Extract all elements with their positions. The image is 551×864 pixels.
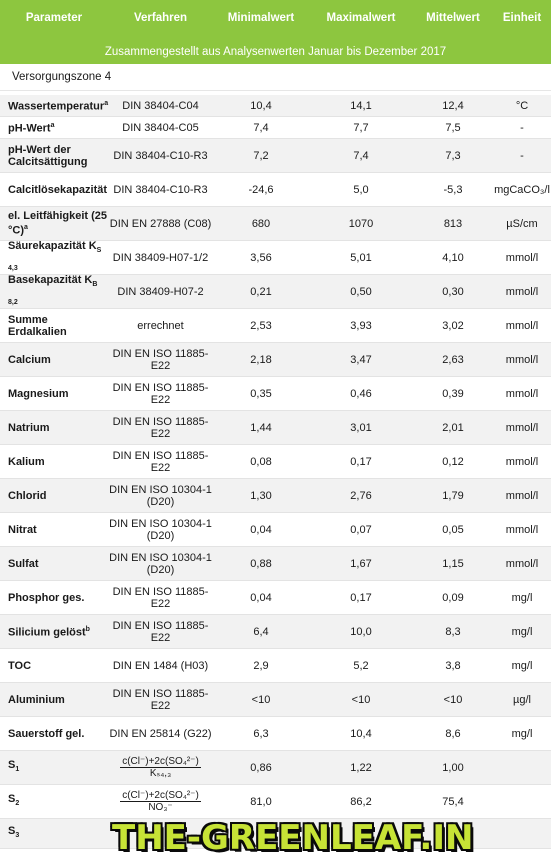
table-row [0,411,551,445]
cell-mittelwert: 7,3 [445,149,461,162]
cell-mittelwert: 8,3 [445,625,461,638]
cell-mittelwert: 2,63 [442,353,464,366]
cell-parameter [0,759,108,776]
table-header [0,0,551,64]
parameter-label: Summe Erdalkalien [8,313,67,338]
cell-mittelwert: 0,12 [442,455,464,468]
cell-einheit: mmol/l [505,421,539,434]
cell-parameter [0,825,108,842]
cell-verfahren: DIN EN ISO 10304-1 (D20) [109,551,212,576]
parameter-label: Silicium gelöst [8,626,86,639]
cell-parameter [0,592,108,604]
cell-minimalwert: 0,86 [250,761,272,774]
cell-verfahren: DIN 38404-C04 [122,99,199,112]
cell-mittelwert: 8,6 [445,727,461,740]
table-row [0,275,551,309]
analysis-table [0,95,551,849]
parameter-subscript: 2 [15,800,20,808]
cell-einheit: mg/l [511,659,533,672]
table-row [0,117,551,139]
cell-parameter [0,240,108,274]
table-row [0,581,551,615]
col-einheit: Einheit [502,12,542,24]
col-minimalwert: Minimalwert [227,12,295,24]
cell-mittelwert: 813 [443,217,463,230]
cell-verfahren: DIN 38404-C10-R3 [113,149,208,162]
cell-mittelwert: 75,4 [442,795,464,808]
cell-minimalwert: 7,2 [253,149,269,162]
cell-minimalwert: 0,08 [250,455,272,468]
parameter-label: el. Leitfähigkeit (25 °C) [8,210,108,237]
parameter-subscript: 3 [15,832,20,840]
cell-mittelwert: 4,10 [442,251,464,264]
cell-minimalwert: 10,4 [250,99,272,112]
cell-minimalwert: 6,4 [253,625,269,638]
table-row [0,751,551,785]
cell-maximalwert: 86,2 [350,795,372,808]
watermark-logo: THE-GREENLEAF.IN [112,818,474,858]
cell-minimalwert: 6,3 [253,727,269,740]
cell-parameter [0,422,108,434]
parameter-label: Sulfat [8,557,39,570]
cell-minimalwert: -24,6 [248,183,274,196]
cell-verfahren: DIN EN ISO 11885-E22 [112,347,209,372]
cell-mittelwert: <10 [443,693,463,706]
parameter-label: Chlorid [8,489,47,502]
cell-minimalwert: 2,53 [250,319,272,332]
footnote-marker: a [24,224,28,232]
cell-maximalwert: 0,07 [350,523,372,536]
cell-minimalwert: 7,4 [253,121,269,134]
table-row [0,547,551,581]
parameter-subscript: 1 [15,766,20,774]
cell-maximalwert: 0,17 [350,455,372,468]
parameter-label: Magnesium [8,387,69,400]
cell-einheit: mmol/l [505,251,539,264]
cell-mittelwert: 0,30 [442,285,464,298]
cell-maximalwert: 2,76 [350,489,372,502]
cell-minimalwert: 0,21 [250,285,272,298]
cell-mittelwert: 2,01 [442,421,464,434]
cell-einheit: mmol/l [505,319,539,332]
cell-maximalwert: 10,0 [350,625,372,638]
table-row [0,207,551,241]
col-verfahren: Verfahren [133,12,188,24]
cell-parameter [0,456,108,468]
table-row [0,139,551,173]
cell-einheit: mmol/l [505,455,539,468]
parameter-label: Phosphor ges. [8,591,85,604]
cell-parameter [0,354,108,366]
parameter-label: pH-Wert [8,122,51,135]
table-row [0,649,551,683]
cell-verfahren [108,790,213,813]
footnote-marker: a [50,122,55,130]
cell-minimalwert: 1,30 [250,489,272,502]
col-mittelwert: Mittelwert [426,12,480,24]
table-row [0,95,551,117]
cell-verfahren: DIN EN 27888 (C08) [109,217,212,230]
table-row [0,445,551,479]
cell-parameter [0,210,108,237]
cell-mittelwert: 1,79 [442,489,464,502]
cell-parameter [0,98,108,113]
parameter-label: Sauerstoff gel. [8,727,85,740]
cell-minimalwert: 2,9 [253,659,269,672]
table-row [0,173,551,207]
parameter-label: S [8,758,16,771]
cell-minimalwert: 0,04 [250,523,272,536]
col-parameter: Parameter [25,12,83,24]
cell-parameter [0,793,108,810]
cell-maximalwert: 3,47 [350,353,372,366]
table-subtitle: Zusammengestellt aus Analysenwerten Januar bis Dezember 2017 [104,46,447,58]
formula-numerator: c(Cl⁻)+2c(SO₄²⁻) [122,790,199,801]
cell-einheit: mmol/l [505,557,539,570]
cell-einheit: mmol/l [505,387,539,400]
cell-maximalwert: 5,0 [353,183,369,196]
cell-verfahren [108,756,213,779]
cell-parameter [0,660,108,672]
cell-mittelwert: 12,4 [442,99,464,112]
cell-verfahren: DIN EN ISO 11885-E22 [112,415,209,440]
cell-einheit: mgCaCO₃/l [494,183,550,196]
cell-einheit: mg/l [511,727,533,740]
cell-maximalwert: 14,1 [350,99,372,112]
parameter-label: Calcitlösekapazität [8,183,108,196]
formula-denominator: Kₛ₄,₃ [149,768,172,779]
cell-parameter [0,624,108,639]
parameter-label: Säurekapazität K [8,240,97,253]
cell-minimalwert: 1,44 [250,421,272,434]
parameter-label: pH-Wert der Calcitsättigung [8,143,88,168]
cell-maximalwert: 0,46 [350,387,372,400]
parameter-label: Basekapazität K [8,274,93,287]
cell-parameter [0,490,108,502]
cell-einheit: mg/l [511,591,533,604]
cell-maximalwert: 10,4 [350,727,372,740]
parameter-label: Nitrat [8,523,37,536]
parameter-subscript: B 8,2 [8,281,98,306]
cell-maximalwert: 1070 [348,217,374,230]
cell-parameter [0,314,108,338]
cell-verfahren: errechnet [137,319,184,332]
cell-mittelwert: 3,8 [445,659,461,672]
cell-maximalwert: 1,67 [350,557,372,570]
cell-verfahren: DIN EN ISO 11885-E22 [112,585,209,610]
cell-verfahren: DIN EN ISO 10304-1 (D20) [109,483,212,508]
parameter-label: S [8,824,16,837]
table-row [0,717,551,751]
table-row [0,241,551,275]
cell-minimalwert: 680 [251,217,271,230]
cell-mittelwert: 0,05 [442,523,464,536]
formula-fraction [120,756,201,779]
footnote-marker: a [104,100,109,108]
cell-verfahren: DIN 38404-C05 [122,121,199,134]
cell-maximalwert: <10 [351,693,371,706]
parameter-label: TOC [8,659,32,672]
cell-maximalwert: 0,17 [350,591,372,604]
cell-maximalwert: 5,01 [350,251,372,264]
cell-verfahren: DIN EN ISO 10304-1 (D20) [109,517,212,542]
cell-maximalwert: 3,01 [350,421,372,434]
cell-minimalwert: 0,35 [250,387,272,400]
cell-verfahren: DIN 38404-C10-R3 [113,183,208,196]
column-headers [0,6,551,30]
table-row [0,683,551,717]
cell-minimalwert: 2,18 [250,353,272,366]
cell-verfahren: DIN EN 25814 (G22) [109,727,212,740]
cell-parameter [0,388,108,400]
cell-parameter [0,728,108,740]
table-row [0,309,551,343]
cell-einheit: mmol/l [505,285,539,298]
formula-fraction [120,790,201,813]
cell-minimalwert: 0,88 [250,557,272,570]
parameter-label: Calcium [8,353,51,366]
cell-verfahren: DIN EN ISO 11885-E22 [112,449,209,474]
parameter-label: Aluminium [8,693,65,706]
cell-verfahren: DIN 38409-H07-2 [117,285,204,298]
cell-verfahren: DIN EN ISO 11885-E22 [112,619,209,644]
cell-einheit: µg/l [513,693,531,706]
cell-mittelwert: 1,00 [442,761,464,774]
parameter-label: Wassertemperatur [8,100,105,113]
cell-einheit: °C [515,99,529,112]
cell-mittelwert: 1,15 [442,557,464,570]
cell-maximalwert: 7,7 [353,121,369,134]
cell-maximalwert: 7,4 [353,149,369,162]
formula-denominator: NO₃⁻ [148,802,173,813]
col-maximalwert: Maximalwert [326,12,396,24]
parameter-label: S [8,792,16,805]
cell-mittelwert: 0,09 [442,591,464,604]
footnote-marker: b [85,626,90,634]
cell-einheit: - [520,121,524,134]
table-row [0,377,551,411]
cell-maximalwert: 5,2 [353,659,369,672]
cell-verfahren: DIN EN ISO 11885-E22 [112,687,209,712]
cell-maximalwert: 0,50 [350,285,372,298]
parameter-label: Natrium [8,421,50,434]
cell-einheit: mg/l [511,625,533,638]
cell-mittelwert: 7,5 [445,121,461,134]
table-row [0,343,551,377]
zone-label-row [0,64,551,91]
cell-einheit: µS/cm [506,217,538,230]
cell-minimalwert: 81,0 [250,795,272,808]
parameter-subscript: S 4,3 [8,247,102,272]
cell-einheit: - [520,149,524,162]
cell-parameter [0,184,108,196]
parameter-label: Kalium [8,455,45,468]
cell-parameter [0,558,108,570]
cell-verfahren: DIN EN ISO 11885-E22 [112,381,209,406]
table-row [0,513,551,547]
cell-maximalwert: 1,22 [350,761,372,774]
cell-minimalwert: 0,04 [250,591,272,604]
cell-parameter [0,524,108,536]
formula-numerator: c(Cl⁻)+2c(SO₄²⁻) [122,756,199,767]
table-row [0,615,551,649]
cell-einheit: mmol/l [505,353,539,366]
cell-einheit: mmol/l [505,523,539,536]
cell-parameter [0,694,108,706]
cell-parameter [0,274,108,308]
cell-verfahren: DIN 38409-H07-1/2 [112,251,209,264]
table-row [0,479,551,513]
cell-maximalwert: 3,93 [350,319,372,332]
cell-minimalwert: <10 [251,693,271,706]
cell-mittelwert: 3,02 [442,319,464,332]
cell-einheit: mmol/l [505,489,539,502]
cell-parameter [0,120,108,135]
cell-mittelwert: 0,39 [442,387,464,400]
cell-minimalwert: 3,56 [250,251,272,264]
cell-verfahren: DIN EN 1484 (H03) [112,659,209,672]
cell-parameter [0,144,108,168]
cell-mittelwert: -5,3 [443,183,463,196]
zone-label: Versorgungszone 4 [12,71,112,83]
